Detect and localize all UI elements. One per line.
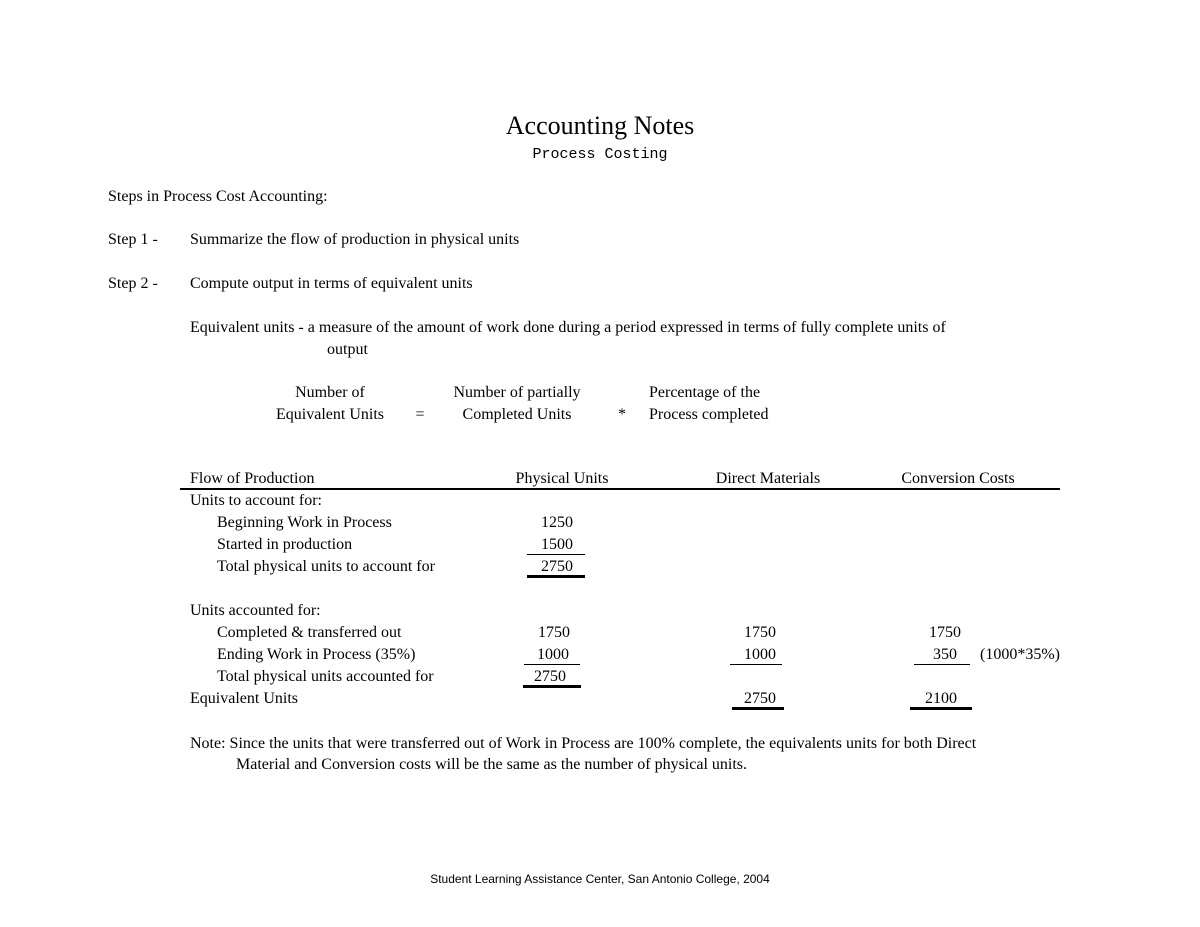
cell-ending-materials: 1000 [744,646,776,663]
formula-rhs-line-1: Percentage of the [649,384,761,401]
formula-times: * [618,406,626,423]
note-line-2: Material and Conversion costs will be the same as the number of physical units. [236,756,747,773]
cell-total-to-account-physical: 2750 [541,558,573,575]
step1-label: Step 1 - [108,231,158,248]
definition-line-1: Equivalent units - a measure of the amount of work done during a period expressed in terms of fully complete units of [190,319,946,336]
header-physical-units: Physical Units [515,470,609,487]
definition-line-2: output [327,341,368,358]
row-label-total-accounted: Total physical units accounted for [217,668,434,685]
page-title: Accounting Notes [505,111,695,140]
note-line-1: Note: Since the units that were transferred out of Work in Process are 100% complete, the equivalents units for both Direct [190,735,977,752]
cell-completed-materials: 1750 [744,624,776,641]
underline-ending-physical [524,664,580,665]
double-underline-equivalent-conversion [910,707,972,710]
page-subtitle: Process Costing [532,146,668,163]
header-flow-of-production: Flow of Production [190,470,315,487]
cell-completed-physical: 1750 [538,624,570,641]
double-underline-equivalent-materials [732,707,784,710]
formula-lhs-line-2: Equivalent Units [276,406,384,423]
double-underline-total-to-account [527,575,585,578]
cell-completed-conversion: 1750 [929,624,961,641]
row-label-equivalent-units: Equivalent Units [190,690,298,707]
cell-total-accounted-physical: 2750 [534,668,566,685]
cell-ending-conversion: 350 [933,646,957,663]
section-units-accounted-for: Units accounted for: [190,602,321,619]
page-footer: Student Learning Assistance Center, San Antonio College, 2004 [430,872,770,886]
cell-ending-physical: 1000 [537,646,569,663]
formula-mid-line-1: Number of partially [453,384,581,401]
step2-label: Step 2 - [108,275,158,292]
formula-equals: = [415,406,425,423]
formula-rhs-line-2: Process completed [649,406,769,423]
header-direct-materials: Direct Materials [715,470,821,487]
step1-text: Summarize the flow of production in physical units [190,231,520,248]
row-label-total-to-account: Total physical units to account for [217,558,435,575]
cell-beginning-physical: 1250 [541,514,573,531]
cell-equivalent-conversion: 2100 [925,690,957,707]
double-underline-total-accounted [523,685,581,688]
underline-ending-conversion [914,664,970,665]
header-rule [180,488,1060,490]
header-conversion-costs: Conversion Costs [901,470,1015,487]
row-label-completed: Completed & transferred out [217,624,402,641]
section-units-to-account-for: Units to account for: [190,492,322,509]
cell-ending-conversion-note: (1000*35%) [980,646,1060,663]
row-label-ending-wip: Ending Work in Process (35%) [217,646,416,663]
steps-heading: Steps in Process Cost Accounting: [108,188,328,205]
formula-lhs-line-1: Number of [295,384,365,401]
underline-started [527,554,585,555]
step2-text: Compute output in terms of equivalent units [190,275,473,292]
cell-equivalent-materials: 2750 [744,690,776,707]
underline-ending-materials [730,664,782,665]
formula-mid-line-2: Completed Units [462,406,572,423]
row-label-beginning-wip: Beginning Work in Process [217,514,392,531]
cell-started-physical: 1500 [541,536,573,553]
row-label-started: Started in production [217,536,353,553]
